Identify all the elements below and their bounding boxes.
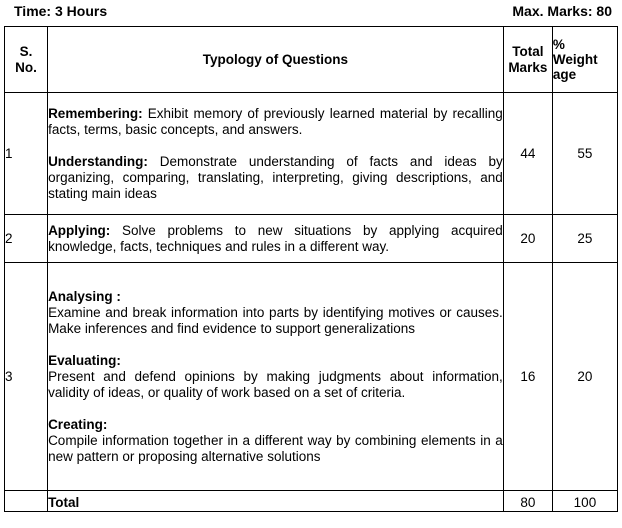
header-marks-line1: Total [512,43,544,59]
row-weightage: 20 [552,263,617,491]
typology-description: Demonstrate understanding of facts and ideas by organizing, comparing, translating, interpreting, giving descriptions, and stating main ideas [48,153,503,201]
row-sno: 3 [5,263,48,491]
row-typology [48,93,504,215]
typology-description: Exhibit memory of previously learned material by recalling facts, terms, basic concepts, and answers. [48,105,503,137]
table-row [5,93,618,215]
page-header [14,3,612,23]
total-label: Total [48,491,504,512]
typology-label: Evaluating: [48,352,121,368]
row-weightage: 25 [552,215,617,263]
header-sno-line2: No. [15,59,37,75]
header-weight-line1: % [552,37,565,52]
header-marks-line2: Marks [508,59,548,75]
row-marks: 20 [503,215,552,263]
total-marks: 80 [503,491,552,512]
row-sno: 2 [5,215,48,263]
max-marks: Max. Marks: 80 [512,3,612,19]
row-marks: 16 [503,263,552,491]
typology-description: Present and defend opinions by making judgments about information, validity of ideas, or quality of work based on a set of criteria. [48,368,503,400]
table-header-row [5,27,618,93]
typology-description: Examine and break information into parts by identifying motives or causes. Make inferences and find evidence to support generalizations [48,304,503,336]
typology-description: Solve problems to new situations by applying acquired knowledge, facts, techniques and rules in a different way. [48,222,503,254]
typology-item [48,417,503,465]
row-typology [48,215,504,263]
typology-label: Analysing : [48,288,121,304]
header-weight-line2: Weight [552,52,598,67]
header-weight-line3: age [552,67,577,82]
header-total-marks [503,27,552,93]
typology-label: Remembering: [48,105,143,121]
header-typology: Typology of Questions [48,27,504,93]
typology-label: Applying: [48,222,111,238]
time-duration: Time: 3 Hours [14,3,108,19]
header-weightage [552,27,617,93]
row-weightage: 55 [552,93,617,215]
row-sno: 1 [5,93,48,215]
typology-description: Compile information together in a different way by combining elements in a new pattern or proposing alternative solutions [48,432,503,464]
question-typology-table [4,26,618,512]
typology-label: Understanding: [48,153,148,169]
table-row [5,215,618,263]
row-typology [48,263,504,491]
total-sno-cell [5,491,48,512]
typology-item [48,223,503,255]
header-sno [5,27,48,93]
typology-item [48,106,503,138]
row-marks: 44 [503,93,552,215]
typology-item [48,289,503,337]
header-sno-line1: S. [19,43,33,59]
typology-item [48,154,503,202]
total-row [5,491,618,512]
typology-item [48,353,503,401]
typology-label: Creating: [48,416,108,432]
total-weightage: 100 [552,491,617,512]
table-row [5,263,618,491]
